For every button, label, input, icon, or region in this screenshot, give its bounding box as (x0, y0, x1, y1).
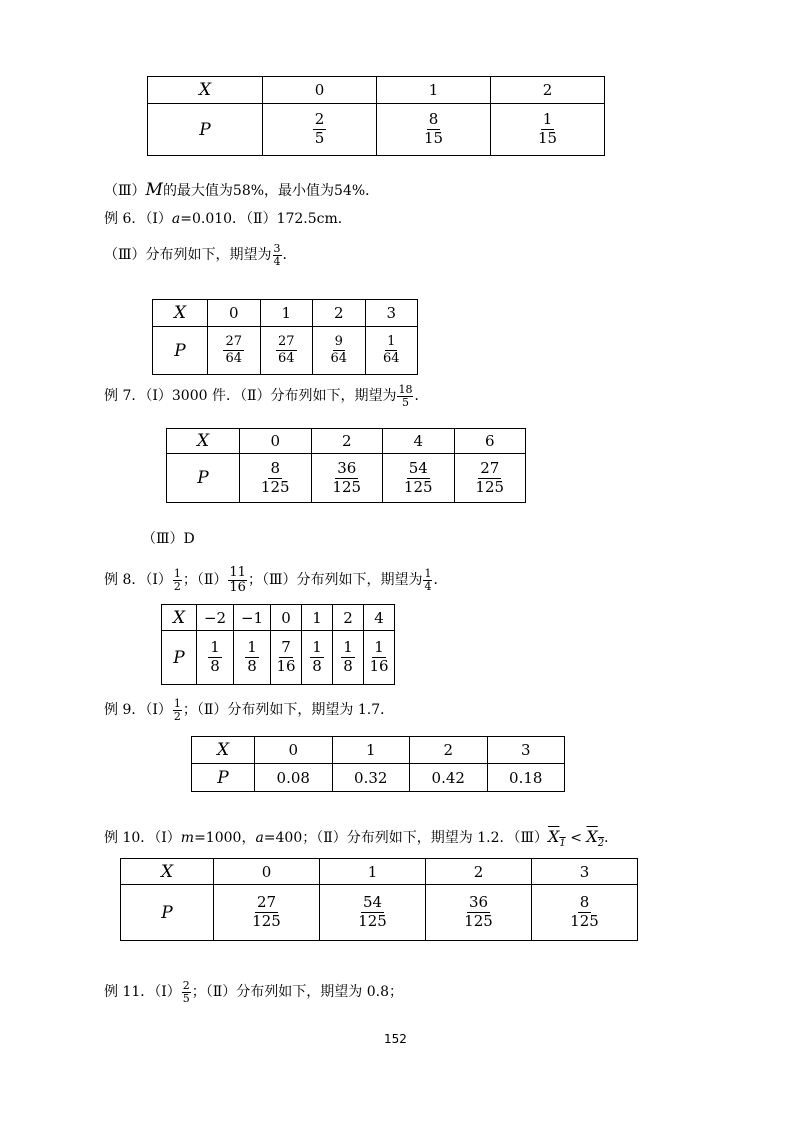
table-header-x: X (153, 300, 208, 327)
table-row-label-p: P (162, 631, 197, 685)
table-header-cell: 4 (364, 605, 395, 631)
probability-cell: $\frac{1}{64}$ (365, 327, 418, 375)
probability-cell: $\frac{27}{125}$ (454, 454, 526, 503)
probability-cell: $\frac{27}{64}$ (208, 327, 261, 375)
probability-cell: $\frac{8}{125}$ (532, 885, 638, 941)
table-row-label-p: P (153, 327, 208, 375)
probability-cell: 0.18 (487, 764, 565, 792)
table-header-cell: 1 (302, 605, 333, 631)
answer-line-ex7-iii: （Ⅲ）D (142, 531, 195, 547)
table-header-cell: 3 (365, 300, 418, 327)
probability-cell: $\frac{54}{125}$ (320, 885, 426, 941)
answer-line-ex6-a: 例 6．（Ⅰ）a=0.010．（Ⅱ）172.5cm． (104, 211, 352, 227)
table-header-cell: 1 (377, 77, 491, 104)
distribution-table-2 (152, 299, 418, 375)
table-header-cell: 0 (255, 737, 333, 764)
distribution-table-4 (161, 604, 395, 685)
distribution-table-5 (191, 736, 565, 792)
probability-cell: $\frac{36}{125}$ (426, 885, 532, 941)
probability-cell: $\frac{2}{5}$ (263, 104, 377, 156)
probability-cell: 0.08 (255, 764, 333, 792)
table-header-x: X (167, 429, 240, 454)
table-row-label-p: P (121, 885, 214, 941)
probability-cell: $\frac{27}{64}$ (260, 327, 313, 375)
table-header-cell: 4 (383, 429, 455, 454)
probability-cell: $\frac{9}{64}$ (313, 327, 366, 375)
probability-cell: $\frac{1}{16}$ (364, 631, 395, 685)
answer-line-ex9: 例 9．（Ⅰ） $\frac{1}{2}$ ；（Ⅱ）分布列如下，期望为 1.7． (104, 697, 395, 723)
table-header-x: X (121, 859, 214, 885)
table-header-x: X (148, 77, 263, 104)
probability-cell: 0.32 (332, 764, 410, 792)
table-header-cell: 0 (271, 605, 302, 631)
table-header-cell: 2 (491, 77, 605, 104)
table-header-cell: 2 (313, 300, 366, 327)
table-header-cell: 2 (426, 859, 532, 885)
answer-line-ex6-b: （Ⅲ）分布列如下，期望为 $\frac{3}{4}$ ． (104, 242, 297, 268)
probability-cell: $\frac{8}{15}$ (377, 104, 491, 156)
table-header-cell: −2 (197, 605, 234, 631)
probability-cell: $\frac{1}{8}$ (197, 631, 234, 685)
probability-cell: $\frac{7}{16}$ (271, 631, 302, 685)
answer-line-ex7: 例 7．（Ⅰ）3000 件．（Ⅱ）分布列如下，期望为 $\frac{18}{5}$ ． (104, 383, 429, 409)
table-header-cell: 2 (410, 737, 488, 764)
table-header-cell: 0 (214, 859, 320, 885)
probability-cell: $\frac{1}{8}$ (302, 631, 333, 685)
table-header-cell: 0 (240, 429, 312, 454)
table-header-x: X (192, 737, 255, 764)
table-row-label-p: P (192, 764, 255, 792)
table-header-cell: 1 (320, 859, 426, 885)
table-row-label-p: P (148, 104, 263, 156)
table-header-cell: −1 (234, 605, 271, 631)
table-header-cell: 2 (311, 429, 383, 454)
table-header-cell: 1 (260, 300, 313, 327)
probability-cell: $\frac{1}{15}$ (491, 104, 605, 156)
table-header-cell: 0 (208, 300, 261, 327)
probability-cell: $\frac{1}{8}$ (333, 631, 364, 685)
table-header-cell: 0 (263, 77, 377, 104)
probability-cell: $\frac{54}{125}$ (383, 454, 455, 503)
table-header-x: X (162, 605, 197, 631)
probability-cell: $\frac{8}{125}$ (240, 454, 312, 503)
probability-cell: $\frac{1}{8}$ (234, 631, 271, 685)
distribution-table-6 (120, 858, 638, 941)
answer-line-ex10: 例 10．（Ⅰ）m=1000，a=400；（Ⅱ）分布列如下，期望为 1.2．$(Ⅲ)X_1 < X_2$． (104, 827, 619, 850)
table-header-cell: 1 (332, 737, 410, 764)
answer-line-ex8: 例 8．（Ⅰ） $\frac{1}{2}$ ；（Ⅱ） $\frac{11}{16}$ ；（Ⅲ）分布列如下，期望为 $\frac{1}{4}$ ． (104, 565, 448, 595)
table-header-cell: 2 (333, 605, 364, 631)
table-header-cell: 6 (454, 429, 526, 454)
table-header-cell: 3 (487, 737, 565, 764)
answer-line-ex11: 例 11．（Ⅰ） $\frac{2}{5}$ ；（Ⅱ）分布列如下，期望为 0.8； (104, 979, 404, 1005)
table-header-cell: 3 (532, 859, 638, 885)
page-number: 152 (384, 1032, 407, 1046)
distribution-table-1 (147, 76, 605, 156)
table-row-label-p: P (167, 454, 240, 503)
answer-line-ex5-iii: （Ⅲ）M的最大值为58%，最小值为54%． (104, 180, 380, 200)
probability-cell: $\frac{27}{125}$ (214, 885, 320, 941)
probability-cell: 0.42 (410, 764, 488, 792)
probability-cell: $\frac{36}{125}$ (311, 454, 383, 503)
distribution-table-3 (166, 428, 526, 503)
